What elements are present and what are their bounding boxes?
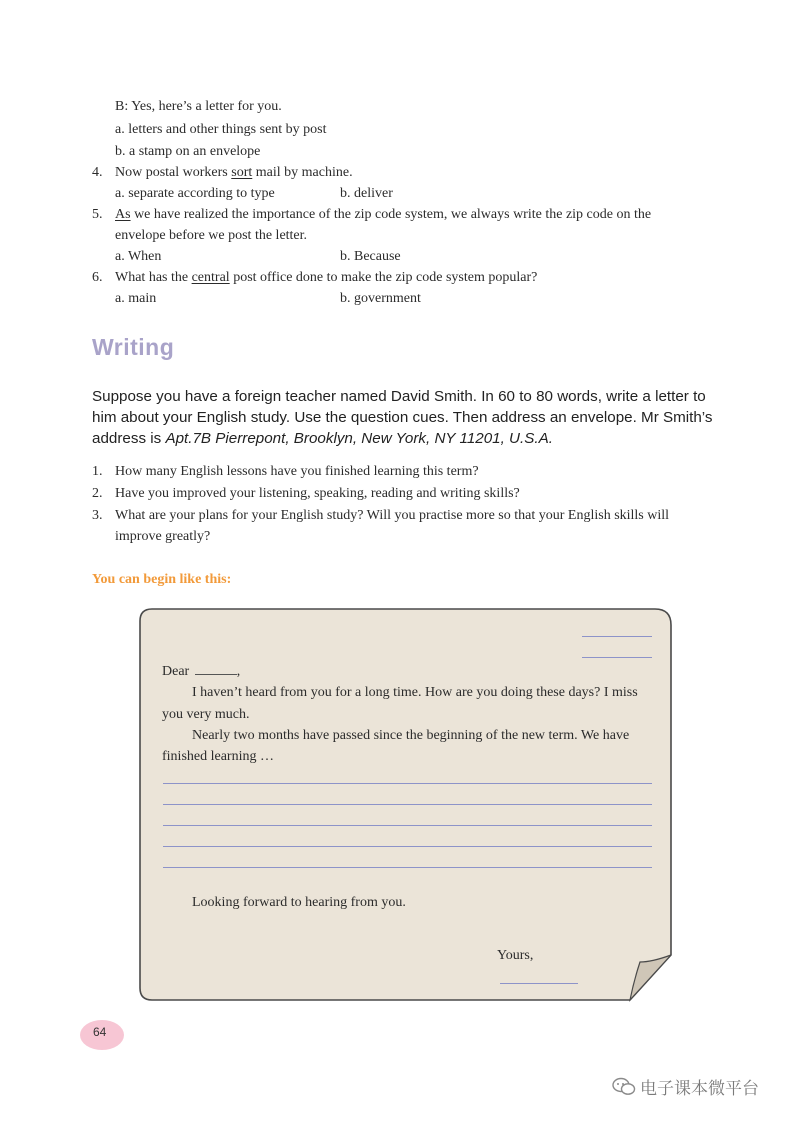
writing-line-5 bbox=[163, 867, 652, 868]
q5-text-line1: As we have realized the importance of the zip code system, we always write the zip code on the bbox=[115, 207, 652, 222]
q5-text-line2: envelope before we post the letter. bbox=[115, 228, 308, 243]
q3-option-a: a. letters and other things sent by post bbox=[115, 122, 327, 137]
letter-para2-line2: finished learning … bbox=[162, 749, 274, 764]
page-number-badge bbox=[80, 1020, 124, 1050]
name-blank bbox=[195, 662, 237, 675]
q6-number: 6. bbox=[92, 270, 103, 285]
page-number: 64 bbox=[93, 1025, 107, 1039]
q6-option-b: b. government bbox=[340, 291, 421, 306]
writing-line-2 bbox=[163, 804, 652, 805]
q5-option-b: b. Because bbox=[340, 249, 401, 264]
watermark bbox=[612, 1074, 759, 1099]
watermark-text: 电子课本微平台 bbox=[640, 1079, 759, 1099]
q4-underlined-word: sort bbox=[231, 165, 253, 180]
q4-option-a: a. separate according to type bbox=[115, 186, 275, 201]
q4-option-b: b. deliver bbox=[340, 186, 393, 201]
writing-line-3 bbox=[163, 825, 652, 826]
letter-salutation: Dear , bbox=[162, 664, 241, 679]
dialogue-b-line: B: Yes, here’s a letter for you. bbox=[115, 99, 282, 114]
address-blank-line-1 bbox=[582, 636, 652, 637]
prompt-line-1: Suppose you have a foreign teacher named David Smith. In 60 to 80 words, write a letter to bbox=[92, 388, 706, 405]
letter-signoff: Yours, bbox=[497, 948, 534, 963]
writing-line-4 bbox=[163, 846, 652, 847]
letter-closing: Looking forward to hearing from you. bbox=[192, 895, 406, 910]
writing-line-1 bbox=[163, 783, 652, 784]
q6-underlined-word: central bbox=[191, 270, 230, 285]
begin-label: You can begin like this: bbox=[92, 572, 232, 587]
q3-option-b: b. a stamp on an envelope bbox=[115, 144, 261, 159]
letter-para2-line1: Nearly two months have passed since the beginning of the new term. We have bbox=[192, 728, 630, 743]
section-title-writing: Writing bbox=[92, 334, 175, 360]
wechat-icon bbox=[612, 1077, 636, 1097]
q6-option-a: a. main bbox=[115, 291, 157, 306]
signature-line bbox=[500, 983, 578, 984]
q5-number: 5. bbox=[92, 207, 103, 222]
q6-text: What has the central post office done to make the zip code system popular? bbox=[115, 270, 538, 285]
prompt-line-2: him about your English study. Use the question cues. Then address an envelope. Mr Smith’s bbox=[92, 409, 713, 426]
q5-option-a: a. When bbox=[115, 249, 162, 264]
q4-text: Now postal workers sort mail by machine. bbox=[115, 165, 353, 180]
address-blank-line-2 bbox=[582, 657, 652, 658]
letter-para1-line2: you very much. bbox=[162, 707, 250, 722]
prompt-line-3: address is Apt.7B Pierrepont, Brooklyn, New York, NY 11201, U.S.A. bbox=[92, 430, 553, 447]
letter-para1-line1: I haven’t heard from you for a long time. How are you doing these days? I miss bbox=[192, 685, 638, 700]
q5-underlined-word: As bbox=[115, 207, 131, 222]
prompt-address: Apt.7B Pierrepont, Brooklyn, New York, NY 11201, U.S.A. bbox=[165, 430, 553, 447]
q4-number: 4. bbox=[92, 165, 103, 180]
